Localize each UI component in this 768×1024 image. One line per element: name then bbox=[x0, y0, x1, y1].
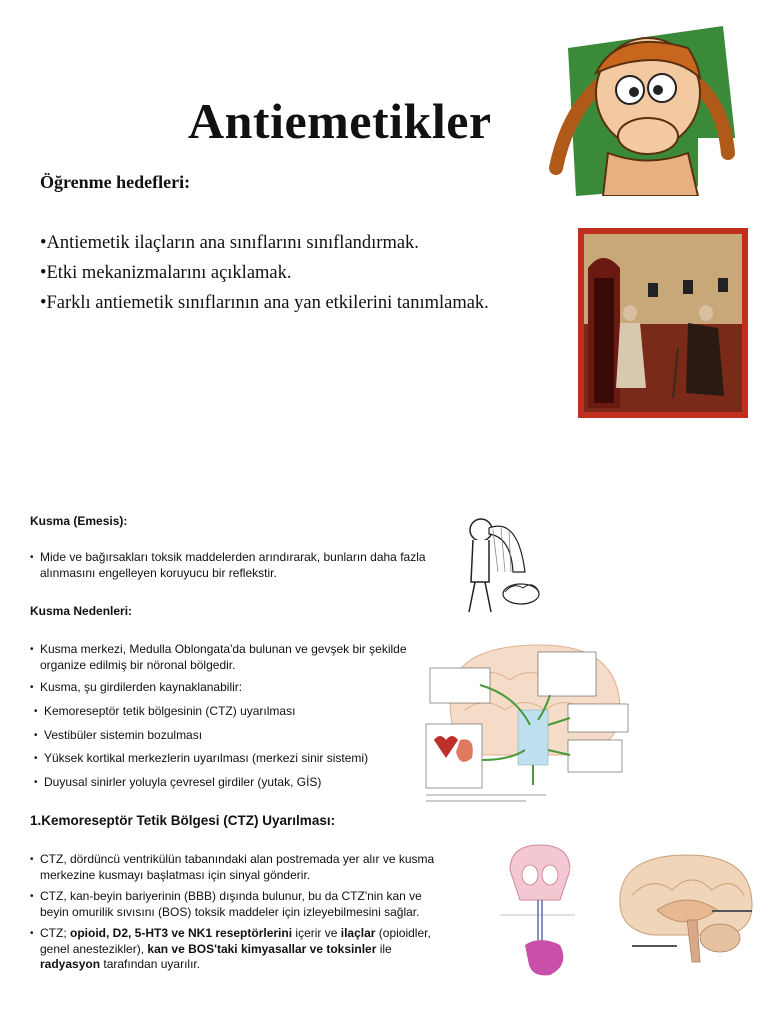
vomiting-figure-illustration bbox=[453, 512, 553, 617]
ctz-bullet: • CTZ, kan-beyin bariyerinin (BBB) dışında bulunur, bu da CTZ'nin kan ve beyin omurilik sıvısını (BOS) toksik maddeler için izleyebilmesini sağlar. bbox=[30, 889, 440, 920]
objective-item: •Antiemetik ilaçların ana sınıflarını sınıflandırmak. bbox=[40, 233, 419, 253]
emesis-heading: Kusma (Emesis): bbox=[30, 514, 128, 528]
cause-bullet: • Kusma merkezi, Medulla Oblongata'da bulunan ve gevşek bir şekilde organize edilmiş bir nöronal bölgedir. bbox=[30, 642, 415, 673]
objective-item: •Etki mekanizmalarını açıklamak. bbox=[40, 263, 292, 283]
brain-sagittal-illustration bbox=[612, 850, 762, 965]
ctz-heading: 1.Kemoreseptör Tetik Bölgesi (CTZ) Uyarılması: bbox=[30, 813, 336, 828]
input-item: • Yüksek kortikal merkezlerin uyarılması (merkezi sinir sistemi) bbox=[30, 751, 415, 767]
emesis-list bbox=[30, 550, 430, 581]
input-item: • Vestibüler sistemin bozulması bbox=[30, 728, 415, 744]
slide-title: Antiemetikler bbox=[188, 93, 492, 149]
emesis-bullet: • Mide ve bağırsakları toksik maddelerden arındırarak, bunların daha fazla alınmasını engelleyen koruyucu bir reflekstir. bbox=[30, 550, 430, 581]
objectives-heading: Öğrenme hedefleri: bbox=[40, 172, 191, 192]
medieval-painting-illustration bbox=[578, 228, 748, 418]
ctz-list bbox=[30, 852, 440, 973]
input-item: • Duyusal sinirler yoluyla çevresel girdiler (yutak, GİS) bbox=[30, 775, 415, 791]
causes-list bbox=[30, 642, 415, 696]
inputs-list bbox=[30, 704, 415, 790]
ctz-bullet: • CTZ, dördüncü ventrikülün tabanındaki alan postremada yer alır ve kusma merkezine kusmayı başlatması için sinyal gönderir. bbox=[30, 852, 440, 883]
input-item: • Kemoreseptör tetik bölgesinin (CTZ) uyarılması bbox=[30, 704, 415, 720]
nauseated-girl-illustration bbox=[548, 18, 743, 196]
objective-item: •Farklı antiemetik sınıflarının ana yan etkilerini tanımlamak. bbox=[40, 293, 489, 313]
vomiting-pathways-diagram bbox=[420, 640, 630, 810]
causes-heading: Kusma Nedenleri: bbox=[30, 604, 133, 618]
ctz-bullet: • CTZ; opioid, D2, 5-HT3 ve NK1 reseptörlerini içerir ve ilaçlar (opioidler, genel anestezikler), kan ve BOS'taki kimyasallar ve toksinler ile radyasyon tarafından uyarılır. bbox=[30, 926, 440, 973]
cause-bullet: • Kusma, şu girdilerden kaynaklanabilir: bbox=[30, 680, 415, 696]
objectives-list bbox=[40, 228, 489, 318]
ctz-pathway-diagram bbox=[480, 840, 608, 980]
